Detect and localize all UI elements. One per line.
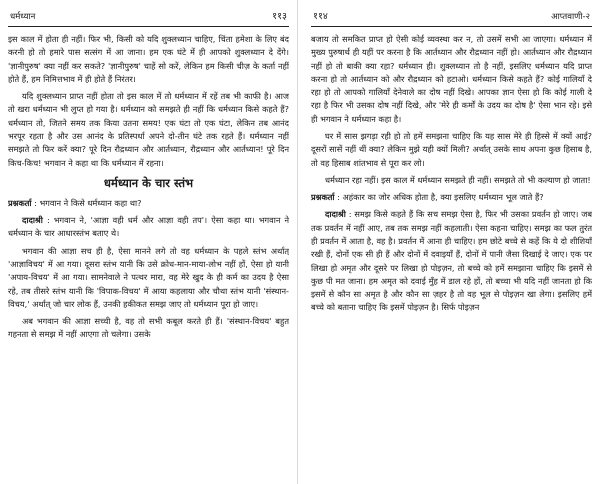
right-page-number: ११४ xyxy=(313,11,328,22)
answer-1 xyxy=(8,214,289,241)
left-header-rule xyxy=(8,26,289,27)
right-header-title: आप्तवाणी-२ xyxy=(551,12,590,22)
answer-1-text: : भगवान ने, 'आज्ञा वही धर्म और आज्ञा वही तप'। ऐसा कहा था। भगवान ने धर्मध्यान के चार आधारस्तंभ बताए थे। xyxy=(8,215,289,239)
right-page xyxy=(311,0,592,484)
page-gutter xyxy=(297,0,298,484)
question-1-label: प्रश्नकर्ता xyxy=(8,197,32,208)
question-2-text: : अहंकार का जोर अधिक होता है, क्या इसलिए धर्मध्यान भूल जाते हैं? xyxy=(337,192,544,203)
left-header-title: धर्मध्यान xyxy=(10,12,36,22)
right-header-rule xyxy=(311,26,592,27)
right-paragraph-2: घर में सास झगड़ा रही हो तो हमें समझना चाहिए कि यह सास मेरे ही हिस्से में क्यों आई? दूसरों सासें नहीं थीं क्या? लेकिन मुझे यही क्यों मिली? अर्थात् उसके साथ अपना कुछ हिसाब है, तो वह हिसाब शांतभाव से पूरा कर लो। xyxy=(311,130,592,168)
right-paragraph-1: बजाय तो समकित प्राप्त हो ऐसी कोई व्यवस्था कर न, तो उसमें सभी आ जाएगा। धर्मध्यान में मुख्य पुरुषार्थ ही यहीं पर करना है कि आर्तध्यान और रौद्रध्यान नहीं हो। आर्तध्यान और रौद्रध्यान नहीं हो तो बाकी क्या रहा? धर्मध्यान ही। शुक्लध्यान तो है नहीं, इसलिए धर्मध्यान यदि प्राप्त करना हो तो आर्तध्यान को और रौद्रध्यान को हटाओ। धर्मध्यान किसे कहते हैं? कोई गालियाँ दे रहा हो तो आपको गालियाँ देनेवाले का दोष नहीं दिखे। आपका ज्ञान ऐसा हो कि कोई गाली दे रहा है फिर भी उसका दोष नहीं दिखे, और 'मेरे ही कर्मों के उदय का दोष है' ऐसा भान रहे। इसे ही भगवान ने धर्मध्यान कहा है। xyxy=(311,34,592,124)
left-page xyxy=(8,0,289,484)
answer-2-text: : समझ किसे कहते हैं कि सच समझ ऐसा है, फिर भी उसका प्रवर्तन हो जाए। जब तक प्रवर्तन में नहीं आए, तब तक समझ नहीं कहलाती। ऐसा कहना चाहिए। समझ का फल तुरंत ही प्रवर्तन में आता है, वह है। प्रवर्तन में आना ही चाहिए। हम छोटे बच्चे से कहें कि ये दो शीशियाँ रखी हैं, दोनों एक सी ही हैं और दोनों में दवाइयाँ हैं, दोनों में पानी जैसा दिखाई दे जाए। एक पर लिखा हो अमृत और दूसरे पर लिखा हो पोइज़न, तो बच्चे को हमें समझाना चाहिए कि इसमें से कुछ पी मत जाना। हम अमृत को दवाई मुँह में डाल रहे हों, तो बच्चा भी यदि नहीं जानता हो कि इसमें से कौन सा अमृत है और कौन सा ज़हर है तो वह भूल से पोइज़न खा लेगा। इसलिए हमें बच्चे को बताना चाहिए कि इसमें पोइज़न है। सिर्फ पोइज़न xyxy=(311,209,592,313)
left-paragraph-3: भगवान की आज्ञा सच ही है, ऐसा मानने लगे तो वह धर्मध्यान के पहले स्तंभ अर्थात् 'आज्ञाविचय' में आ गया। दूसरा स्तंभ यानी कि उसे क्रोध-मान-माया-लोभ नहीं हों, ऐसा हो यानी 'अपाय-विचय' में आ गया। सामनेवाले ने पत्थर मारा, वह मेरे खुद के ही कर्म का उदय है ऐसा रहे, तब तीसरे स्तंभ यानी कि 'विपाक-विचय' में आया कहलाया और चौथा स्तंभ यानी 'संस्थान-विचय,' अर्थात् जो चार लोक हैं, उनकी हकीकत समझ जाए तो धर्मध्यान पूरा हो जाए। xyxy=(8,245,289,309)
right-paragraph-3: धर्मध्यान रहा नहीं। इस काल में धर्मध्यान समझते ही नहीं। समझते तो भी कल्याण हो जाता! xyxy=(325,174,591,185)
question-2 xyxy=(311,191,592,204)
answer-2-label: दादाश्री xyxy=(325,209,346,220)
section-title: धर्मध्यान के चार स्तंभ xyxy=(103,175,194,190)
left-paragraph-2: यदि शुक्लध्यान प्राप्त नहीं होता तो इस काल में तो धर्मध्यान में रहें तब भी काफी है। आज तो खरा धर्मध्यान भी लुप्त हो गया है। धर्मध्यान को समझते ही नहीं कि धर्मध्यान किसे कहते हैं? धर्मध्यान तो, जितने समय तक किया उतना समय! एक घंटा तो एक घंटा, लेकिन तब आनंद भरपूर रहता है और उस आनंद के प्रतिस्पर्धा अपने दो-तीन घंटे तक रहते हैं। धर्मध्यान नहीं समझते तो फिर करें क्या? पूरे दिन रौद्रध्यान और आर्तध्यान, रौद्रध्यान और आर्तध्यान! पूरे दिन किच-किच! भगवान ने कहा था कि धर्मध्यान में रहना। xyxy=(8,91,289,168)
left-page-number: ११३ xyxy=(272,11,287,22)
left-page-header xyxy=(8,0,289,22)
question-2-label: प्रश्नकर्ता xyxy=(311,192,335,203)
answer-2 xyxy=(311,208,592,314)
left-paragraph-1: इस काल में होता ही नहीं। फिर भी, किसी को यदि शुक्लध्यान चाहिए, चिंता हमेशा के लिए बंद करनी हो तो हमारे पास सत्संग में आ जाना। हम एक घंटे में ही आपको शुक्लध्यान दे देंगे। 'ज्ञानीपुरुष' क्या नहीं कर सकते? 'ज्ञानीपुरुष' चाहें सो करें, लेकिन हम किसी चीज़ के कर्ता नहीं होते हैं, हम निमित्तभाव में ही होते हैं निरंतर। xyxy=(8,34,289,84)
right-page-header xyxy=(311,0,592,22)
left-paragraph-4: अब भगवान की आज्ञा सच्ची है, वह तो सभी कबूल करते ही हैं। 'संस्थान-विचय' बहुत गहनता से समझ में नहीं आएगा तो चलेगा। उसके xyxy=(8,316,289,340)
question-1 xyxy=(8,197,289,210)
question-1-text: : भगवान ने किसे धर्मध्यान कहा था? xyxy=(34,197,142,208)
answer-1-label: दादाश्री xyxy=(22,215,43,226)
